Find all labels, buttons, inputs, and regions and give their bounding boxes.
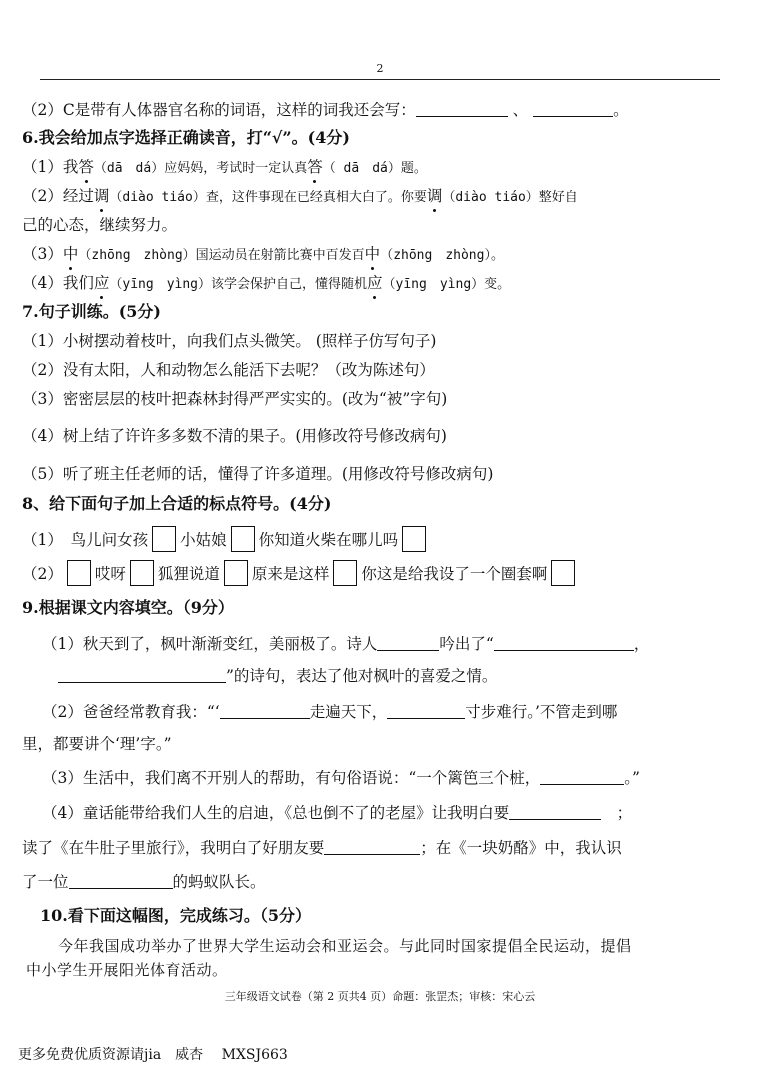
q7-item-3: （3）密密层层的枝叶把森林封得严严实实的。(改为“被”字句) <box>22 390 448 408</box>
promo-text: 更多免费优质资源请jia 威杏 MXSJ663 <box>18 1047 288 1063</box>
dotted-char: 中 <box>63 242 79 266</box>
punctuation-box[interactable] <box>231 526 255 552</box>
punctuation-box[interactable] <box>402 526 426 552</box>
q9-text: 读了《在牛肚子里旅行》，我明白了好朋友要 <box>22 839 325 857</box>
q6-item-3 <box>22 242 504 268</box>
q9-blank-lesson-2[interactable] <box>324 838 420 855</box>
q7-item-1: （1）小树摆动着枝叶，向我们点头微笑。 (照样子仿写句子) <box>22 332 437 350</box>
q9-item-2-cont: 里，都要讲个‘理’字。” <box>22 735 172 753</box>
q9-text: ”的诗句，表达了他对枫叶的喜爱之情。 <box>226 667 498 685</box>
q7-heading: 7.句子训练。(5分) <box>22 302 161 321</box>
q8-sentence-2 <box>22 560 579 586</box>
q6-text: （1）我 <box>22 158 79 176</box>
q9-blank-proverb-1[interactable] <box>220 702 310 719</box>
q7-item-4: （4）树上结了许许多多数不清的果子。(用修改符号修改病句) <box>22 427 447 445</box>
q9-item-4 <box>42 801 632 825</box>
q10-heading: 10.看下面这幅图，完成练习。（5分） <box>40 906 311 925</box>
punctuation-box[interactable] <box>130 560 154 586</box>
q9-text: （1）秋天到了，枫叶渐渐变红，美丽极了。诗人 <box>42 635 378 653</box>
q5-blank-2[interactable] <box>533 100 613 117</box>
dotted-char: 答 <box>78 155 94 179</box>
q7-item-5: （5）听了班主任老师的话，懂得了许多道理。(用修改符号修改病句) <box>22 465 494 483</box>
q10-paragraph-line-2: 中小学生开展阳光体育活动。 <box>26 961 228 979</box>
q9-blank-lesson-1[interactable] <box>509 803 601 820</box>
q10-paragraph-line-1: 今年我国成功举办了世界大学生运动会和亚运会。与此同时国家提倡全民运动，提倡 <box>58 937 632 955</box>
q9-text: 的蚂蚁队长。 <box>172 873 266 891</box>
dotted-char: 调 <box>94 184 110 208</box>
q8-heading: 8、给下面句子加上合适的标点符号。(4分) <box>22 494 332 513</box>
q6-item-2 <box>22 184 578 210</box>
pinyin-choices[interactable]: （diào tiáo）整好自 <box>442 190 578 205</box>
q8-text: （2） <box>22 565 63 583</box>
q5-line2 <box>22 98 629 122</box>
q6-text: （4）我们 <box>22 274 94 292</box>
q9-text: ；在《一块奶酪》中，我认识 <box>420 839 622 857</box>
q8-text: 你这是给我设了一个圈套啊 <box>361 565 548 583</box>
q9-text: 。” <box>624 769 640 787</box>
punctuation-box[interactable] <box>551 560 575 586</box>
pinyin-choices[interactable]: （yīng yìng）变。 <box>382 277 511 292</box>
q8-text: 原来是这样 <box>251 565 330 583</box>
q6-text: （2）经过 <box>22 187 94 205</box>
q9-heading: 9.根据课文内容填空。（9分） <box>22 598 234 617</box>
q6-item-2-cont: 己的心态，继续努力。 <box>22 216 178 234</box>
q9-text: （3）生活中，我们离不开别人的帮助，有句俗语说：“一个篱笆三个桩， <box>42 769 541 787</box>
q9-blank-proverb-2[interactable] <box>387 702 465 719</box>
q8-text: （1） 鸟儿问女孩 <box>22 531 149 549</box>
q8-text: 狐狸说道 <box>157 565 220 583</box>
q9-item-3 <box>42 766 640 790</box>
q6-text: （3） <box>22 245 63 263</box>
q9-item-1-cont <box>58 664 497 688</box>
q9-text: ， <box>633 635 650 653</box>
q7-item-2: （2）没有太阳，人和动物怎么能活下去呢？（改为陈述句） <box>22 361 435 379</box>
punctuation-box[interactable] <box>152 526 176 552</box>
q6-item-1 <box>22 155 427 181</box>
q5-sep: 、 <box>512 101 529 119</box>
q9-text: 吟出了“ <box>439 635 494 653</box>
dotted-char: 中 <box>365 242 381 266</box>
punctuation-box[interactable] <box>333 560 357 586</box>
header-rule <box>40 79 720 80</box>
dotted-char: 答 <box>307 155 323 179</box>
q9-item-2 <box>42 700 617 724</box>
q9-text: （4）童话能带给我们人生的启迪，《总也倒不了的老屋》让我明白要 <box>42 804 510 822</box>
q5-blank-1[interactable] <box>416 100 508 117</box>
q9-blank-verse-2[interactable] <box>58 666 226 683</box>
punctuation-box[interactable] <box>224 560 248 586</box>
q5-end: 。 <box>613 101 629 119</box>
dotted-char: 调 <box>427 184 443 208</box>
pinyin-choices[interactable]: （diào tiáo）查，这件事现在已经真相大白了。你要 <box>109 190 427 205</box>
q9-text: （2）爸爸经常教育我：“‘ <box>42 703 220 721</box>
q9-blank-lesson-3[interactable] <box>69 872 173 889</box>
q5-prompt: （2）C是带有人体器官名称的词语，这样的词我还会写： <box>22 101 416 119</box>
pinyin-choices[interactable]: （ dā dá）题。 <box>322 161 427 176</box>
dotted-char: 应 <box>94 271 110 295</box>
q8-text: 小姑娘 <box>180 531 227 549</box>
q9-item-4-cont-1 <box>22 836 622 860</box>
pinyin-choices[interactable]: （zhōng zhòng）。 <box>380 248 504 263</box>
page-number: 2 <box>376 62 384 75</box>
q9-blank-saying[interactable] <box>540 768 624 785</box>
q8-text: 你知道火柴在哪儿吗 <box>258 531 399 549</box>
pinyin-choices[interactable]: （zhōng zhòng）国运动员在射箭比赛中百发百 <box>78 248 365 263</box>
q9-text: ； <box>616 804 633 822</box>
q9-text: 了一位 <box>22 873 69 891</box>
q9-text: 寸步难行。’不管走到哪 <box>465 703 618 721</box>
q6-item-4 <box>22 271 510 297</box>
q9-blank-poet[interactable] <box>377 634 439 651</box>
q9-item-4-cont-2 <box>22 870 266 894</box>
q8-sentence-1 <box>22 526 430 552</box>
pinyin-choices[interactable]: （dā dá）应妈妈，考试时一定认真 <box>93 161 308 176</box>
pinyin-choices[interactable]: （yīng yìng）该学会保护自己，懂得随机 <box>109 277 368 292</box>
q9-text: 走遍天下， <box>309 703 388 721</box>
page-footer: 三年级语文试卷（第 2 页共4 页）命题：张罡杰；审核：宋心云 <box>224 990 536 1003</box>
q8-text: 哎呀 <box>94 565 126 583</box>
q9-blank-verse-1[interactable] <box>494 634 634 651</box>
q6-heading: 6.我会给加点字选择正确读音，打“√”。(4分) <box>22 128 350 147</box>
punctuation-box[interactable] <box>67 560 91 586</box>
q9-item-1 <box>42 632 649 656</box>
dotted-char: 应 <box>367 271 383 295</box>
